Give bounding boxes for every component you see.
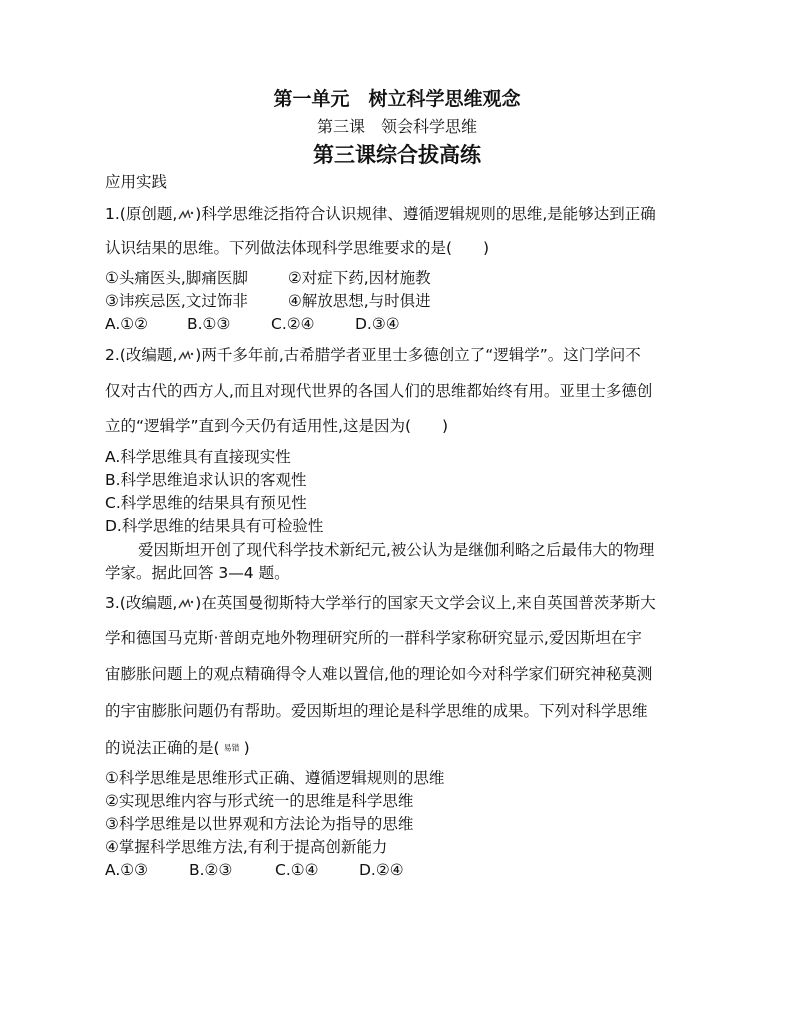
q3-stem-end: 的说法正确的是( <box>105 739 220 757</box>
q2-option-b[interactable]: B.科学思维追求认识的客观性 <box>105 471 307 489</box>
q1-item-2: ②对症下药,因材施教 <box>287 269 431 287</box>
q3-line-2: 学和德国马克斯·普朗克地外物理研究所的一群科学家称研究显示,爱因斯坦在宇 <box>105 629 642 647</box>
q1-line-1 <box>105 204 656 224</box>
q3-close-paren: ) <box>243 739 250 757</box>
q3-option-d[interactable]: D.②④ <box>359 861 404 879</box>
q3-line-5 <box>105 738 250 759</box>
lesson-title: 第三课 领会科学思维 <box>316 117 477 136</box>
q1-item-3: ③讳疾忌医,文过饰非 <box>105 292 248 310</box>
q1-option-a[interactable]: A.①② <box>105 315 149 333</box>
q3-option-c[interactable]: C.①④ <box>275 861 319 879</box>
q1-item-4: ④解放思想,与时俱进 <box>287 292 431 310</box>
q1-line-2: 认识结果的思维。下列做法体现科学思维要求的是( ) <box>105 239 490 257</box>
difficulty-star-icon <box>177 209 195 221</box>
q1-items-row-1 <box>105 268 431 288</box>
q3-option-b[interactable]: B.②③ <box>189 861 233 879</box>
q2-option-c[interactable]: C.科学思维的结果具有预见性 <box>105 494 307 512</box>
section-title: 第三课综合拔高练 <box>313 143 481 167</box>
q2-line-2: 仅对古代的西方人,而且对现代世界的各国人们的思维都始终有用。亚里士多德创 <box>105 382 653 400</box>
unit-title: 第一单元 树立科学思维观念 <box>273 88 521 110</box>
q3-item-3: ③科学思维是以世界观和方法论为指导的思维 <box>105 815 414 833</box>
q3-option-a[interactable]: A.①③ <box>105 861 149 879</box>
q1-options <box>105 314 400 334</box>
q3-line-3: 宙膨胀问题上的观点精确得令人难以置信,他的理论如今对科学家们研究神秘莫测 <box>105 665 653 683</box>
difficulty-star-icon <box>177 350 195 362</box>
q3-item-4: ④掌握科学思维方法,有利于提高创新能力 <box>105 838 388 856</box>
difficulty-star-icon <box>177 598 195 610</box>
q3-line-4: 的宇宙膨胀问题仍有帮助。爱因斯坦的理论是科学思维的成果。下列对科学思维 <box>105 702 648 720</box>
q3-prefix: 3.(改编题, <box>105 594 178 612</box>
q1-item-1: ①头痛医头,脚痛医脚 <box>105 269 248 287</box>
intro-line-1: 爱因斯坦开创了现代科学技术新纪元,被公认为是继伽利略之后最伟大的物理 <box>138 541 655 559</box>
error-prone-mark: 易错 <box>223 743 240 753</box>
q1-items-row-2 <box>105 291 431 311</box>
q1-prefix: 1.(原创题, <box>105 205 178 223</box>
q1-option-c[interactable]: C.②④ <box>271 315 315 333</box>
q3-item-1: ①科学思维是思维形式正确、遵循逻辑规则的思维 <box>105 769 445 787</box>
q2-stem: )两千多年前,古希腊学者亚里士多德创立了“逻辑学”。这门学问不 <box>195 346 641 364</box>
q2-option-a[interactable]: A.科学思维具有直接现实性 <box>105 448 291 466</box>
intro-line-2: 学家。据此回答 3—4 题。 <box>105 564 290 582</box>
q2-option-d[interactable]: D.科学思维的结果具有可检验性 <box>105 517 324 535</box>
q1-option-b[interactable]: B.①③ <box>187 315 231 333</box>
q3-stem: )在英国曼彻斯特大学举行的国家天文学会议上,来自英国普茨茅斯大 <box>195 594 656 612</box>
section-label: 应用实践 <box>105 173 168 191</box>
q3-options <box>105 860 404 880</box>
q1-stem: )科学思维泛指符合认识规律、遵循逻辑规则的思维,是能够达到正确 <box>195 205 656 223</box>
q3-item-2: ②实现思维内容与形式统一的思维是科学思维 <box>105 792 414 810</box>
q2-line-1 <box>105 345 641 365</box>
q2-prefix: 2.(改编题, <box>105 346 178 364</box>
q1-option-d[interactable]: D.③④ <box>355 315 400 333</box>
q2-line-3: 立的“逻辑学”直到今天仍有适用性,这是因为( ) <box>105 417 449 435</box>
q3-line-1 <box>105 593 656 613</box>
